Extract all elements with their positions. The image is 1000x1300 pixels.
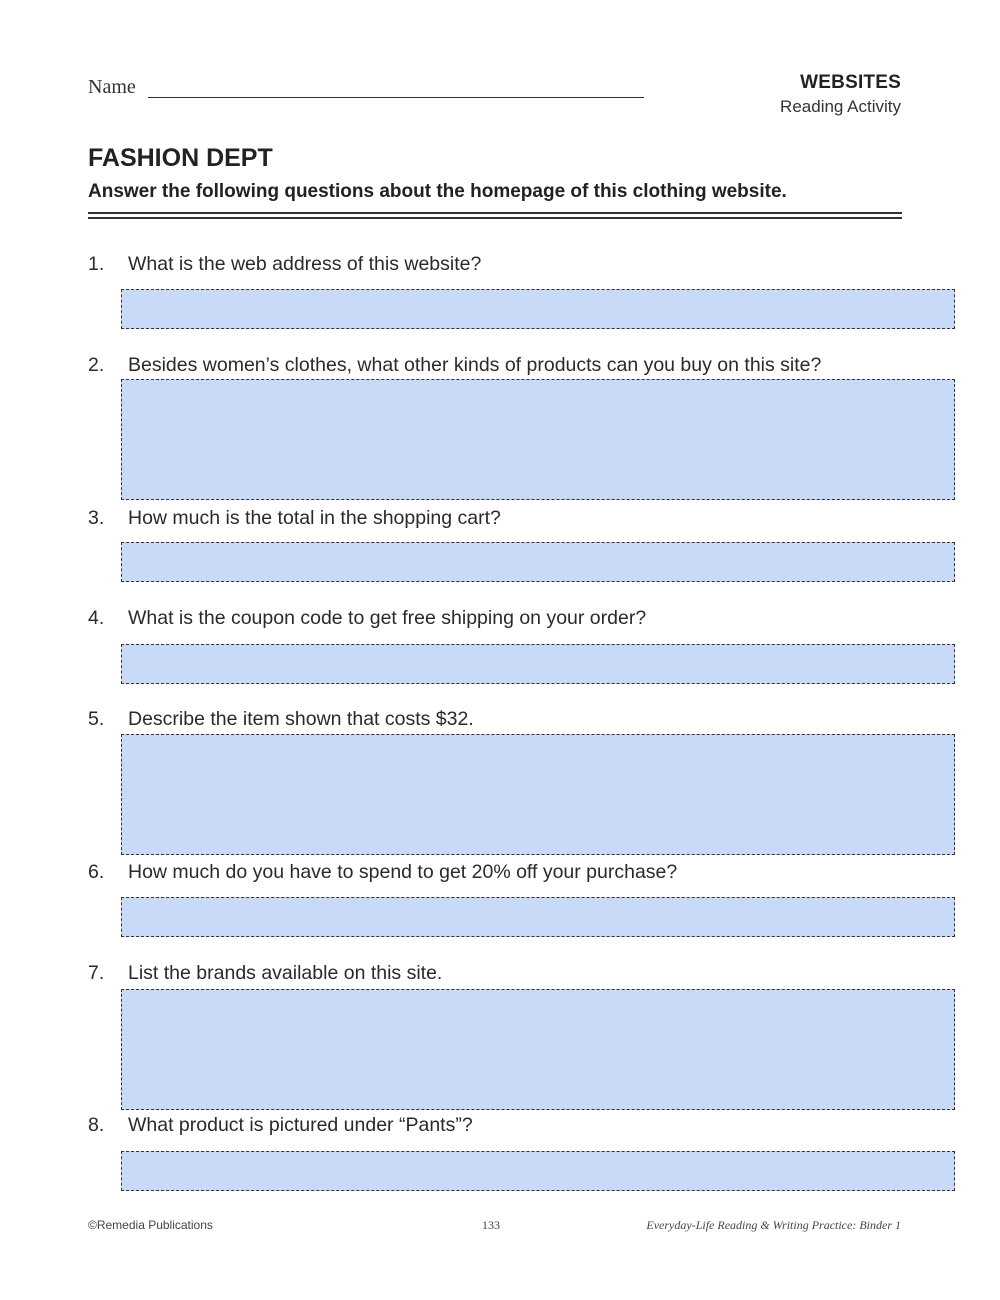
answer-field-6[interactable]: [121, 897, 955, 937]
answer-field-2[interactable]: [121, 379, 955, 500]
question-text: Besides women’s clothes, what other kinds of products can you buy on this site?: [128, 354, 822, 376]
question-number: 4.: [88, 607, 105, 629]
question-text: Describe the item shown that costs $32.: [128, 708, 474, 730]
worksheet-header: [780, 72, 901, 117]
question-text: What is the coupon code to get free shipping on your order?: [128, 607, 647, 629]
header-divider: [88, 212, 902, 219]
answer-field-8[interactable]: [121, 1151, 955, 1191]
name-label: Name: [88, 76, 136, 98]
answer-field-5[interactable]: [121, 734, 955, 855]
instructions: Answer the following questions about the homepage of this clothing website.: [88, 181, 787, 202]
question-text: How much do you have to spend to get 20% off your purchase?: [128, 861, 678, 883]
question-number: 3.: [88, 507, 105, 529]
page-number: 133: [482, 1218, 500, 1232]
question-number: 2.: [88, 354, 105, 376]
question-text: List the brands available on this site.: [128, 962, 443, 984]
question-text: What product is pictured under “Pants”?: [128, 1114, 473, 1136]
question-number: 7.: [88, 962, 105, 984]
answer-field-4[interactable]: [121, 644, 955, 684]
question-number: 8.: [88, 1114, 105, 1136]
topic-label: WEBSITES: [800, 72, 901, 93]
answer-field-7[interactable]: [121, 989, 955, 1110]
question-number: 6.: [88, 861, 105, 883]
question-number: 5.: [88, 708, 105, 730]
book-title: Everyday-Life Reading & Writing Practice: Binder 1: [646, 1218, 901, 1232]
page-title: FASHION DEPT: [88, 144, 273, 172]
answer-field-3[interactable]: [121, 542, 955, 582]
name-input-line[interactable]: [148, 97, 644, 98]
question-text: What is the web address of this website?: [128, 253, 482, 275]
question-number: 1.: [88, 253, 105, 275]
question-text: How much is the total in the shopping cart?: [128, 507, 501, 529]
activity-label: Reading Activity: [780, 97, 901, 116]
copyright-notice: ©Remedia Publications: [88, 1218, 213, 1232]
answer-field-1[interactable]: [121, 289, 955, 329]
